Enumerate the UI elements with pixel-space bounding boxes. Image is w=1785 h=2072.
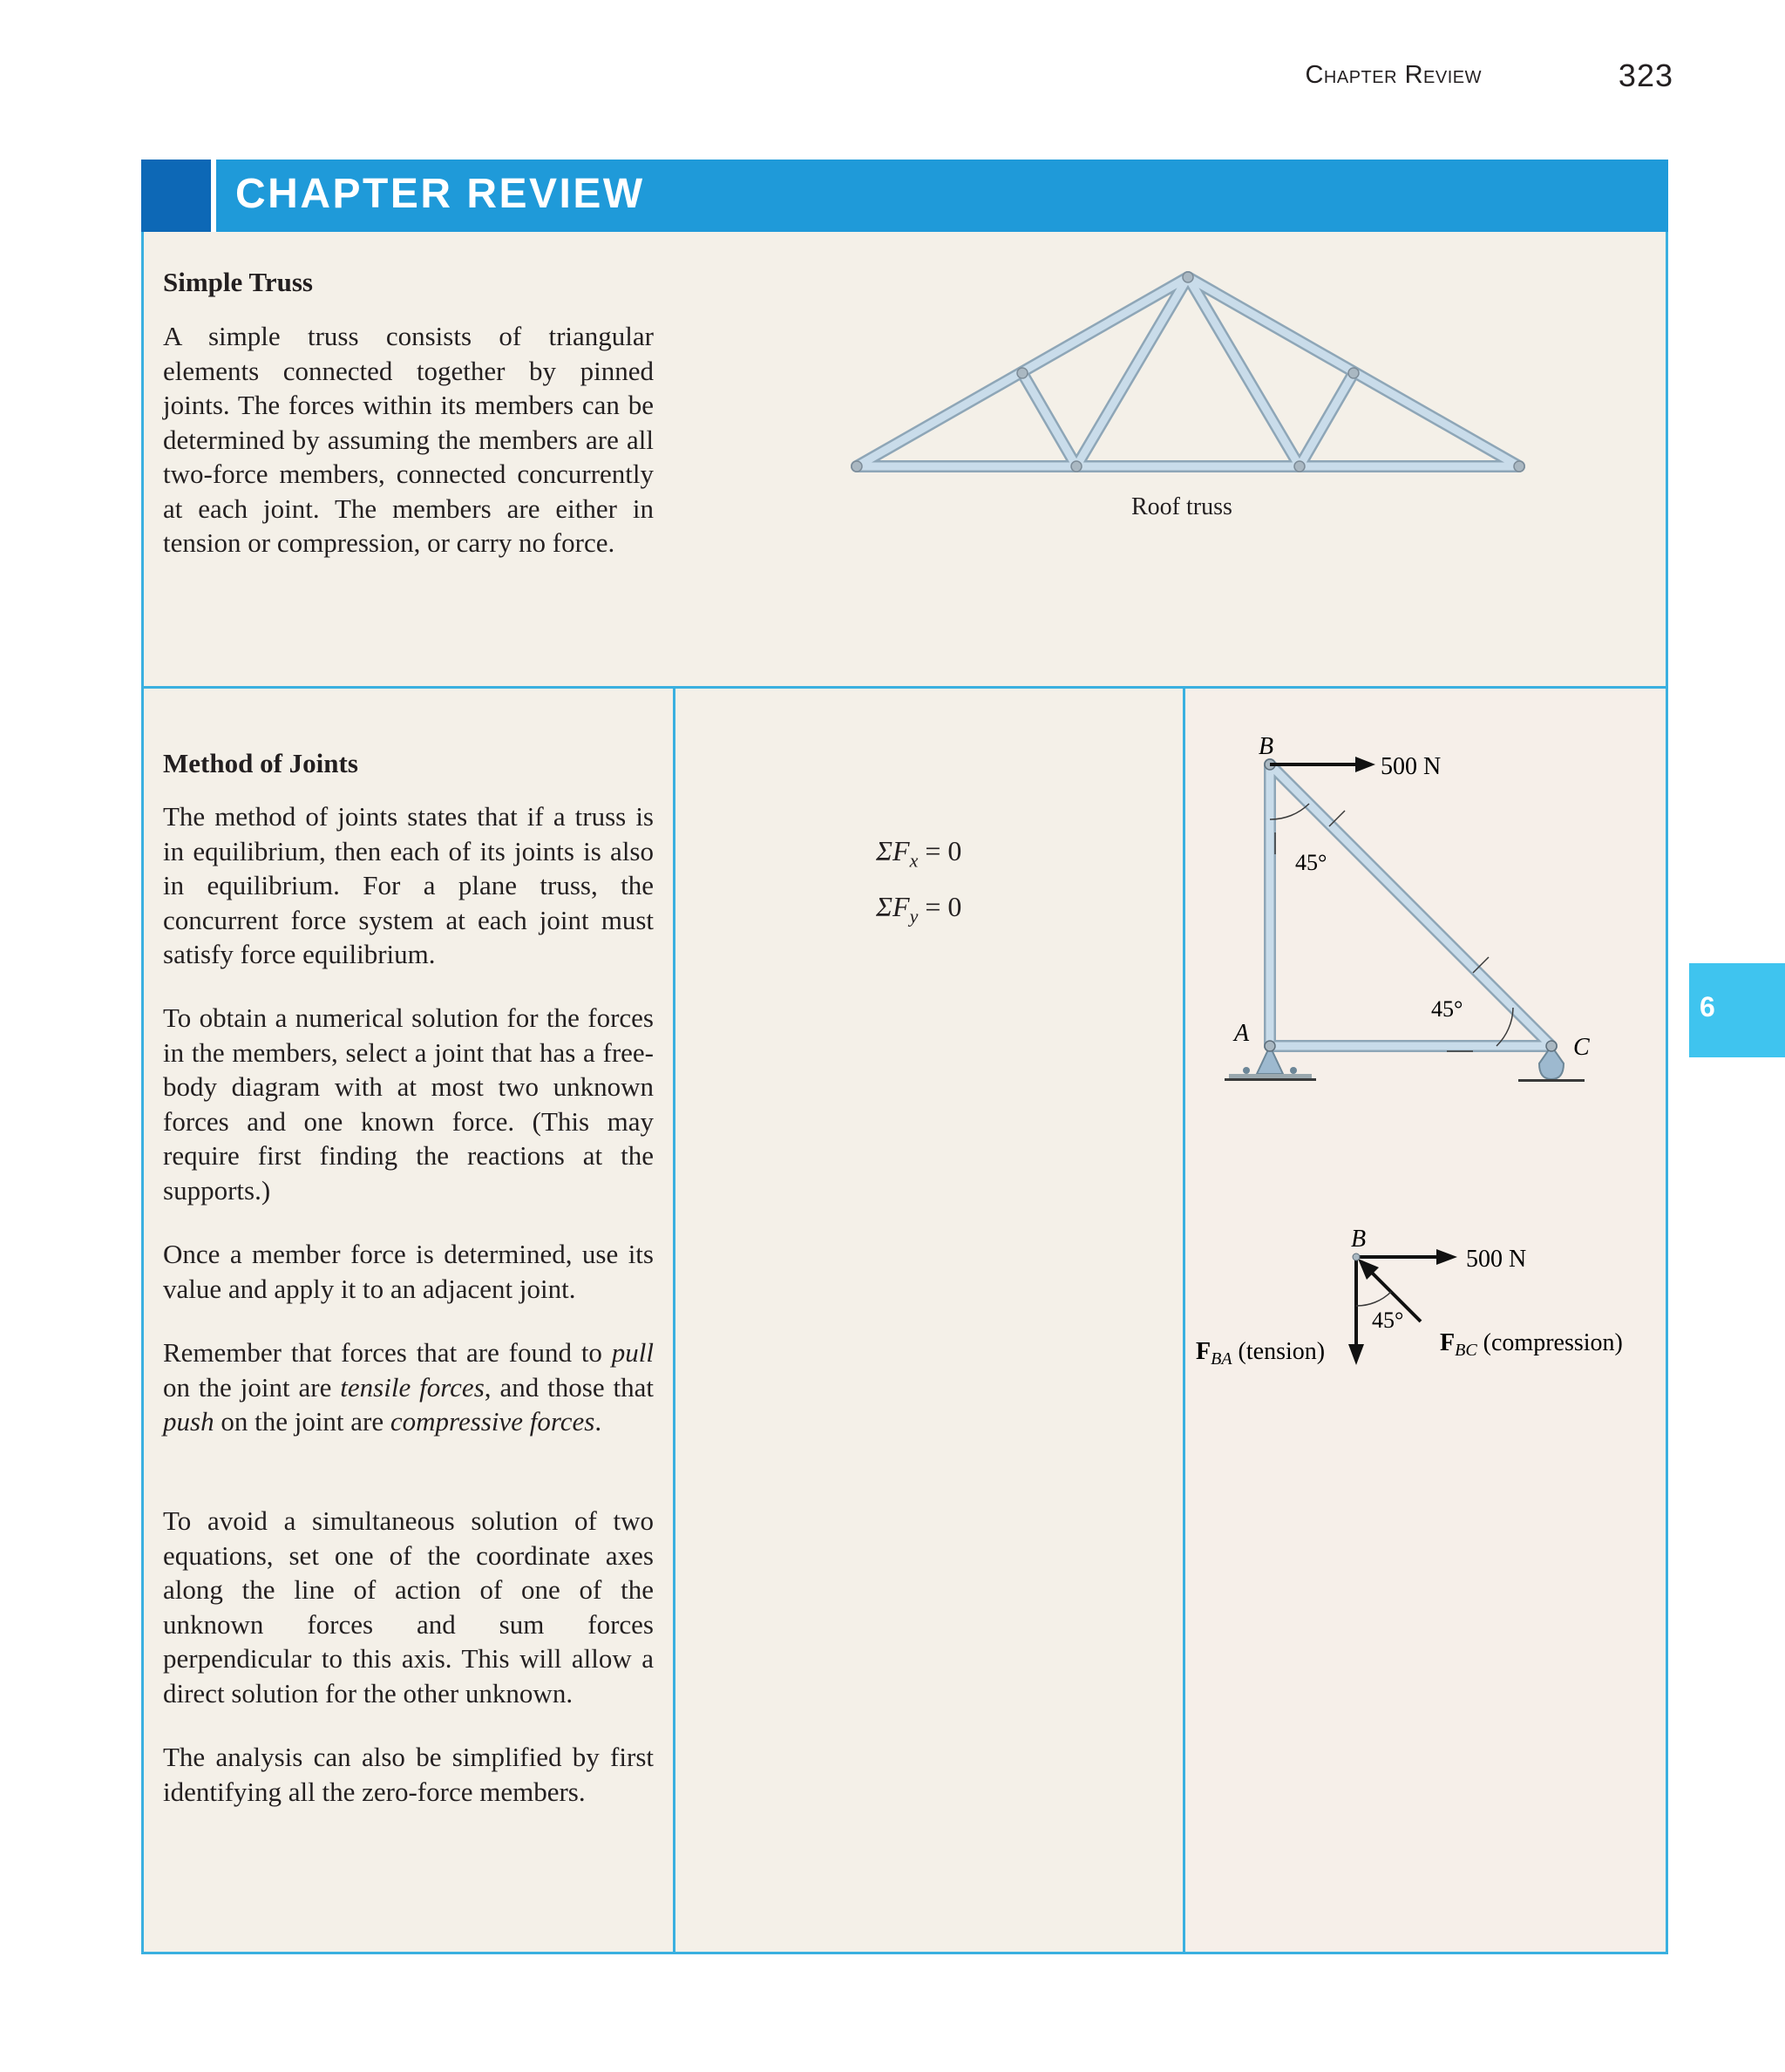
truss-angle-top: 45° bbox=[1295, 850, 1327, 875]
truss-label-a: A bbox=[1234, 1020, 1250, 1047]
method-paragraph-3: Once a member force is determined, use its value and apply it to an adjacent joint. bbox=[163, 1239, 654, 1304]
method-paragraph-4: Remember that forces that are found to pull on the joint are tensile forces, and those that push on the joint are compressive forces. bbox=[163, 1337, 654, 1437]
method-paragraph-6: The analysis can also be simplified by first identifying all the zero-force members. bbox=[163, 1742, 654, 1807]
banner-square bbox=[141, 160, 211, 232]
column-divider-left bbox=[673, 688, 675, 1954]
fbd-fbc-label: $F_{BC}$ (compression) bbox=[1440, 1329, 1623, 1360]
banner-title: CHAPTER REVIEW bbox=[235, 171, 645, 217]
method-of-joints-heading: Method of Joints bbox=[163, 748, 358, 778]
section-divider bbox=[141, 686, 1668, 689]
simple-truss-heading: Simple Truss bbox=[163, 267, 313, 297]
chapter-tab: 6 bbox=[1689, 963, 1785, 1057]
chapter-review-banner bbox=[141, 160, 1668, 232]
method-paragraph-2: To obtain a numerical solution for the forces in the members, select a joint that has a free-body diagram with at most two unknown forces and one known force. (This may require first finding the reactions at the supports.) bbox=[163, 1002, 654, 1206]
fbd-force-label: 500 N bbox=[1466, 1246, 1527, 1273]
roof-truss-diagram bbox=[837, 262, 1534, 488]
equation-sum-fx: $\Sigma F_x = 0$ bbox=[876, 835, 962, 872]
running-head: Chapter Review bbox=[1305, 61, 1482, 89]
page-number: 323 bbox=[1618, 58, 1673, 93]
method-paragraph-1: The method of joints states that if a truss is in equilibrium, then each of its joints is also in equilibrium. For a plane truss, the concurrent force system at each joint must satisfy force equilibrium. bbox=[163, 801, 654, 969]
fbd-fba-label: $F_{BA}$ (tension) bbox=[1196, 1338, 1326, 1369]
truss-abc-diagram bbox=[1185, 715, 1665, 1116]
joint-b-free-body-diagram bbox=[1185, 1212, 1665, 1377]
truss-angle-bottom: 45° bbox=[1431, 996, 1463, 1022]
equation-sum-fy: $\Sigma F_y = 0$ bbox=[876, 891, 962, 927]
truss-force-label: 500 N bbox=[1381, 753, 1442, 780]
fbd-label-b: B bbox=[1351, 1226, 1367, 1253]
banner-gap bbox=[211, 160, 216, 232]
simple-truss-text: A simple truss consists of triangular elements connected together by pinned joints. The forces within its members can be determined by assuming the members are all two-force members, connected concurrently at each joint. The members are either in tension or compression, or carry no force. bbox=[163, 321, 654, 558]
truss-label-b: B bbox=[1259, 733, 1274, 760]
method-paragraph-5: To avoid a simultaneous solution of two equations, set one of the coordinate axes along the line of action of one of the unknown forces and sum forces perpendicular to this axis. This will allow a direct solution for the other unknown. bbox=[163, 1505, 654, 1709]
fbd-angle: 45° bbox=[1372, 1308, 1404, 1333]
roof-truss-caption: Roof truss bbox=[1131, 493, 1232, 520]
truss-label-c: C bbox=[1573, 1034, 1590, 1061]
